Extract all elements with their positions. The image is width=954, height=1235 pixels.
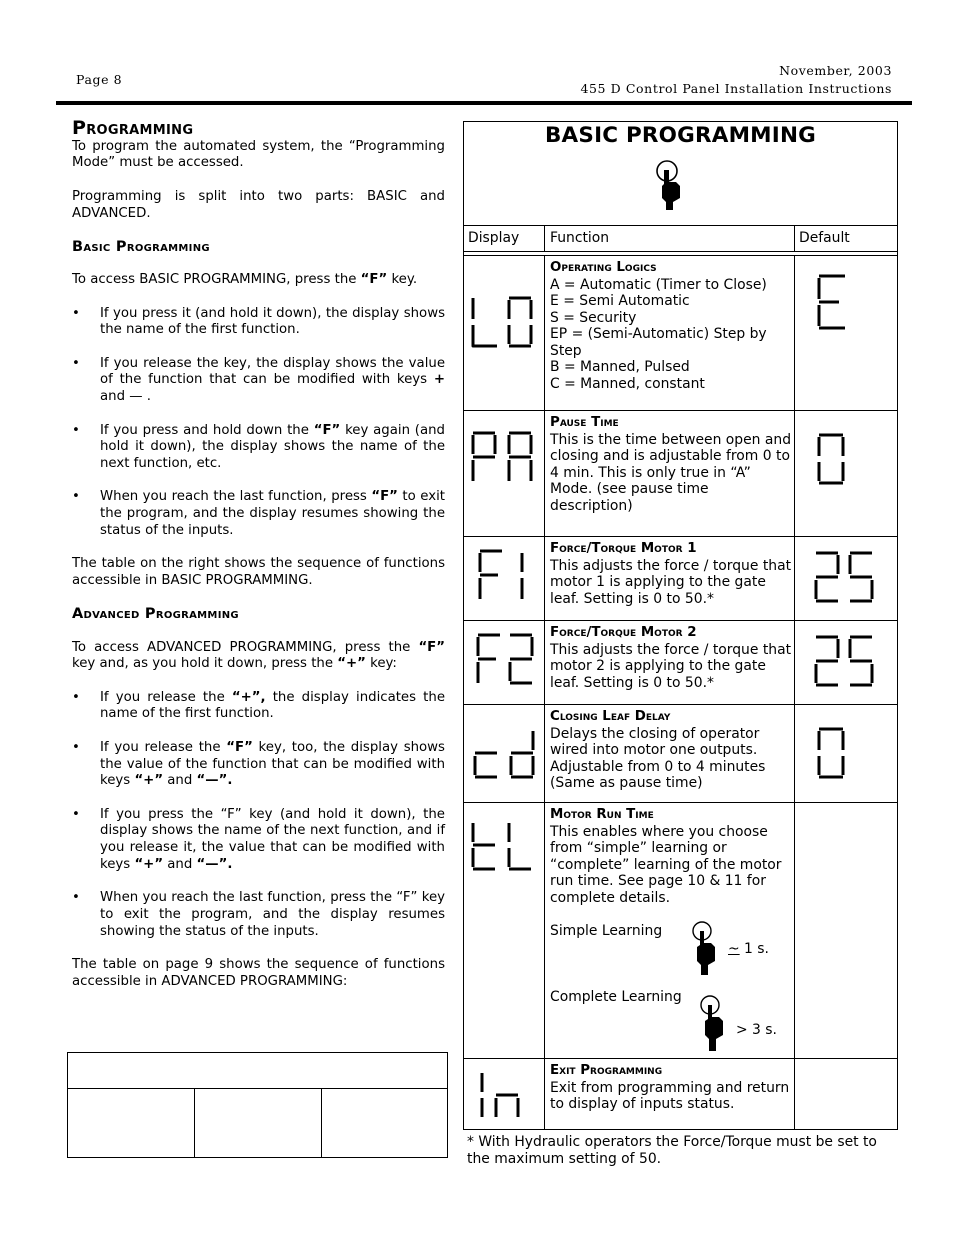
header-doc-title: 455 D Control Panel Installation Instructions xyxy=(580,81,892,96)
table-title: BASIC PROGRAMMING xyxy=(544,123,817,148)
table-row xyxy=(464,411,897,537)
simple-learning-time: ~ 1 s. xyxy=(728,941,769,957)
basic-table-note: The table on the right shows the sequence of functions accessible in BASIC PROGRAMMING. xyxy=(72,556,445,588)
advanced-bullet: • When you reach the last function, press the “F” key to exit the program, and the display resumes showing the status of the inputs. xyxy=(72,890,445,940)
complete-learning-label: Complete Learning xyxy=(550,989,682,1005)
lcd-display-pa xyxy=(467,429,539,485)
advanced-bullet: • If you press the “F” key (and hold it down), the display shows the name of the next function, and if you release it, the value that can be modified with keys “+” and “—”. xyxy=(72,807,445,874)
lcd-default-25 xyxy=(810,549,880,605)
blank-table-divider xyxy=(321,1089,322,1157)
basic-heading: Basic Programming xyxy=(72,238,210,255)
lcd-default-0 xyxy=(813,725,853,781)
finger-press-icon xyxy=(698,995,734,1053)
table-row xyxy=(464,1059,897,1129)
basic-bullet: • If you press and hold down the “F” key again (and hold it down), the display shows the name of the next function, etc. xyxy=(72,423,445,473)
lcd-default-25 xyxy=(810,633,880,689)
function-cell: Motor Run Time This enables where you choose from “simple” learning or “complete” learning of the motor run time. See page 10 & 11 for complete details. xyxy=(550,807,782,906)
intro-paragraph-2: Programming is split into two parts: BASIC and ADVANCED. xyxy=(72,188,445,221)
complete-learning-time: > 3 s. xyxy=(736,1022,777,1038)
lcd-display-lo xyxy=(467,294,539,350)
left-column xyxy=(72,117,445,990)
function-cell: Force/Torque Motor 2 This adjusts the force / torque that motor 2 is applying to the gate leaf. Setting is 0 to 50.* xyxy=(550,625,792,691)
lcd-display-cd xyxy=(469,725,541,781)
blank-table-divider xyxy=(194,1089,195,1157)
basic-access: To access BASIC PROGRAMMING, press the “F” key. xyxy=(72,272,418,288)
table-row xyxy=(464,537,897,621)
basic-programming-table xyxy=(463,121,898,1130)
header-date: November, 2003 xyxy=(779,63,892,78)
header-rule xyxy=(56,101,912,105)
footnote: * With Hydraulic operators the Force/Torque must be set to the maximum setting of 50. xyxy=(467,1134,877,1167)
blank-table xyxy=(67,1052,448,1158)
table-row xyxy=(464,621,897,705)
col-function-header: Function xyxy=(550,230,610,246)
basic-bullet: • If you press it (and hold it down), the display shows the name of the first function. xyxy=(72,306,445,339)
basic-bullet: • If you release the key, the display shows the value of the function that can be modified with keys + and — . xyxy=(72,356,445,406)
function-cell: Exit Programming Exit from programming and return to display of inputs status. xyxy=(550,1063,790,1112)
function-cell: Pause Time This is the time between open and closing and is adjustable from 0 to 4 min. This is only true in “A” Mode. (see pause time description) xyxy=(550,415,792,514)
advanced-access: To access ADVANCED PROGRAMMING, press the “F” key and, as you hold it down, press the “+” key: xyxy=(72,639,445,672)
advanced-table-note: The table on page 9 shows the sequence of functions accessible in ADVANCED PROGRAMMING: xyxy=(72,956,445,989)
blank-table-header xyxy=(68,1053,447,1089)
table-header-row xyxy=(464,226,897,252)
function-cell: Force/Torque Motor 1 This adjusts the force / torque that motor 1 is applying to the gate leaf. Setting is 0 to 50.* xyxy=(550,541,792,607)
intro-paragraph: To program the automated system, the “Programming Mode” must be accessed. xyxy=(72,138,445,171)
finger-press-icon xyxy=(654,160,690,210)
finger-press-icon xyxy=(690,921,726,977)
lcd-display-f2 xyxy=(472,631,542,687)
advanced-bullet: • If you release the “F” key, too, the display shows the value of the function that can be modified with keys “+” and “—”. xyxy=(72,740,445,790)
section-heading: Programming xyxy=(72,117,194,139)
advanced-heading: Advanced Programming xyxy=(72,606,239,623)
lcd-display-f1 xyxy=(474,547,534,603)
table-title-row xyxy=(464,122,897,226)
table-row xyxy=(464,256,897,411)
function-cell: Operating Logics A = Automatic (Timer to Close) E = Semi Automatic S = Security EP = (Semi-Automatic) Step by Step B = Manned, Pulsed C = Manned, constant xyxy=(550,260,767,392)
page-number: Page 8 xyxy=(76,72,123,87)
simple-learning-label: Simple Learning xyxy=(550,923,663,939)
col-display-header: Display xyxy=(468,230,520,246)
table-row xyxy=(464,803,897,1059)
lcd-default-e xyxy=(813,272,853,332)
basic-bullet: • When you reach the last function, press “F” to exit the program, and the display resumes showing the status of the inputs. xyxy=(72,489,445,539)
table-row xyxy=(464,705,897,803)
lcd-display-tl xyxy=(467,817,539,873)
lcd-display-in xyxy=(474,1067,534,1123)
col-default-header: Default xyxy=(799,230,850,246)
advanced-bullet: • If you release the “+”, the display indicates the name of the first function. xyxy=(72,690,445,723)
page-header xyxy=(580,62,892,98)
function-cell: Closing Leaf Delay Delays the closing of operator wired into motor one outputs. Adjustable from 0 to 4 minutes (Same as pause time) xyxy=(550,709,766,791)
lcd-default-0 xyxy=(813,431,853,487)
